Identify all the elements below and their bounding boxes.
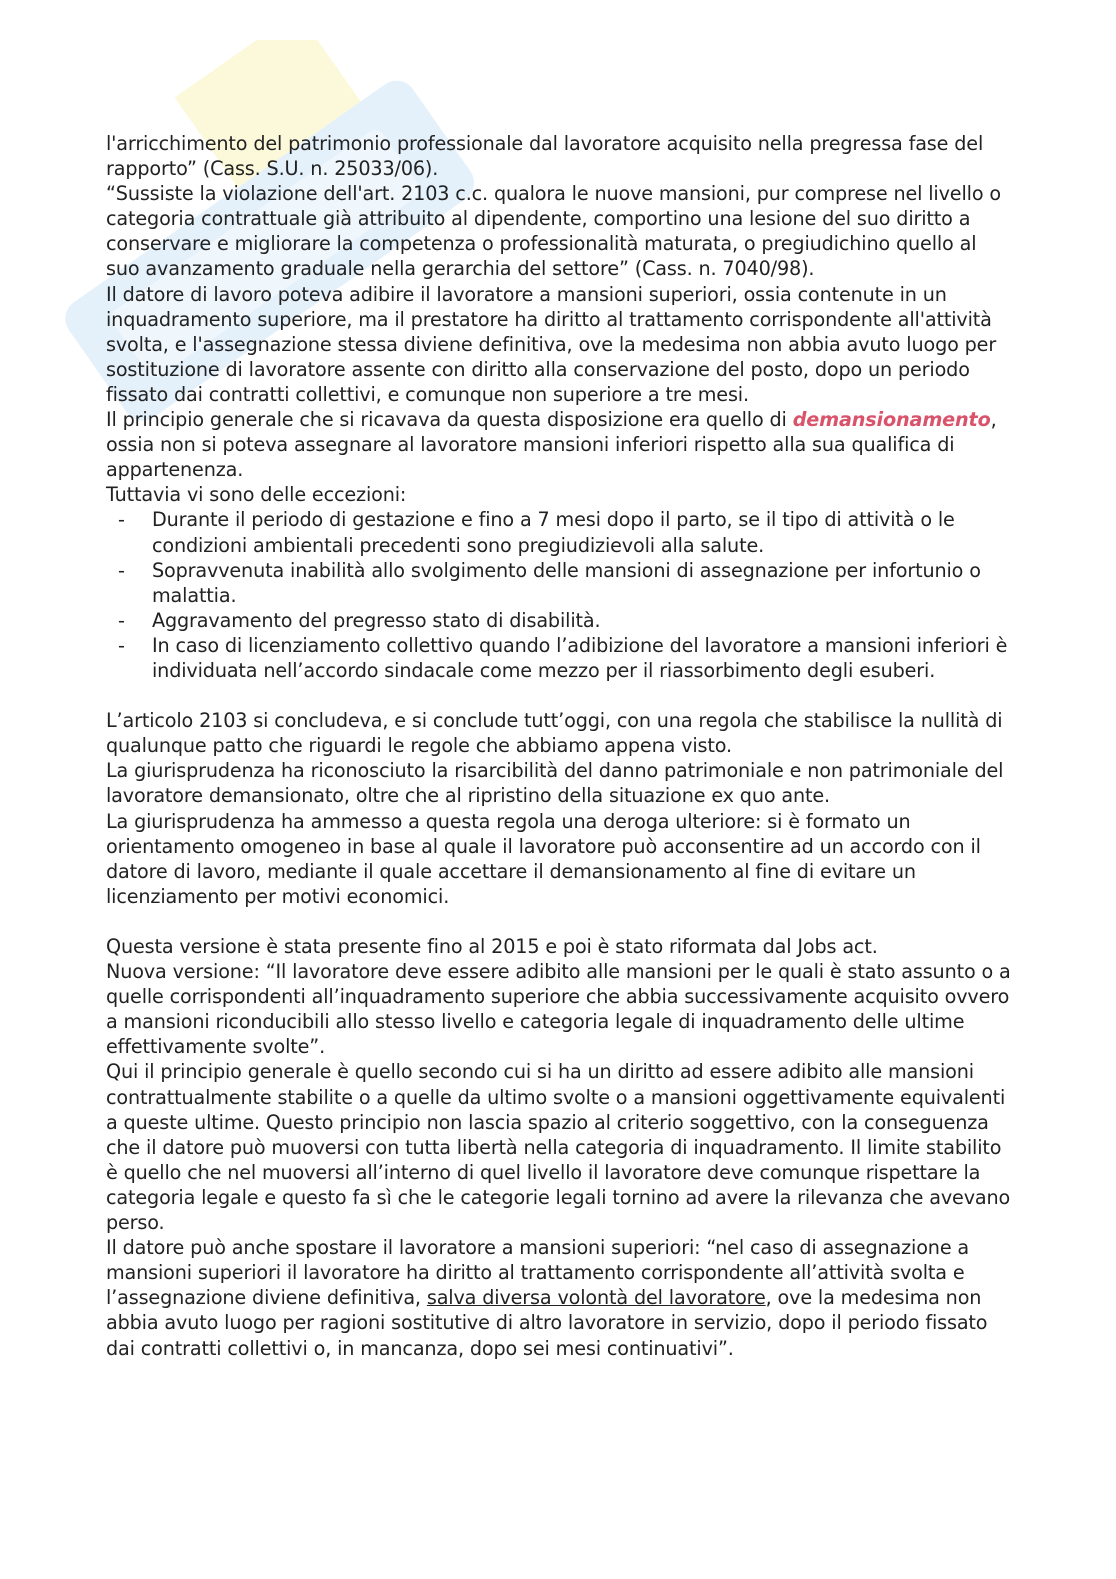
paragraph-text: , ove la medesima non abbia avuto luogo per ragioni sostitutive di altro lavoratore in servizio, dopo il periodo fissato dai contratti collettivi o, in mancanza, dopo sei mesi continuativi”. [106, 1286, 988, 1360]
paragraph: La giurisprudenza ha ammesso a questa regola una deroga ulteriore: si è formato un orientamento omogeneo in base al quale il lavoratore può acconsentire ad un accordo con il datore di lavoro, mediante il quale accettare il demansionamento al fine di evitare un licenziamento per motivi economici. [106, 809, 981, 908]
paragraph [106, 407, 1011, 482]
paragraph [106, 1235, 1011, 1360]
blank-line [106, 683, 1011, 708]
list-item: - Sopravvenuta inabilità allo svolgimento delle mansioni di assegnazione per infortunio o malattia. [106, 558, 1011, 608]
list-item: - Durante il periodo di gestazione e fino a 7 mesi dopo il parto, se il tipo di attività o le condizioni ambientali precedenti sono pregiudizievoli alla salute. [106, 507, 1011, 557]
paragraph-text: , ossia non si poteva assegnare al lavoratore mansioni inferiori rispetto alla sua qualifica di appartenenza. [106, 408, 997, 482]
paragraph: Tuttavia vi sono delle eccezioni: [106, 483, 407, 507]
paragraph: l'arricchimento del patrimonio professionale dal lavoratore acquisito nella pregressa fase del rapporto” (Cass. S.U. n. 25033/06). [106, 132, 984, 181]
paragraph: Nuova versione: “Il lavoratore deve essere adibito alle mansioni per le quali è stato assunto o a quelle corrispondenti all’inquadramento superiore che abbia successivamente acquisito ovvero a mansioni riconducibili allo stesso livello e categoria legale di inquadramento delle ultime effettivamente svolte”. [106, 960, 1011, 1059]
paragraph-text: Il datore può anche spostare il lavoratore a mansioni superiori: “nel caso di assegnazione a mansioni superiori il lavoratore ha diritto al trattamento corrispondente all’attività svolta e l’assegnazione diviene definitiva, [106, 1236, 970, 1310]
document-body [106, 131, 1011, 1361]
paragraph-text: Il principio generale che si ricavava da questa disposizione era quello di [106, 408, 793, 432]
blank-line [106, 909, 1011, 934]
exceptions-list [106, 507, 1011, 683]
paragraph: La giurisprudenza ha riconosciuto la risarcibilità del danno patrimoniale e non patrimoniale del lavoratore demansionato, oltre che al ripristino della situazione ex quo ante. [106, 759, 1004, 808]
list-item: - In caso di licenziamento collettivo quando l’adibizione del lavoratore a mansioni inferiori è individuata nell’accordo sindacale come mezzo per il riassorbimento degli esuberi. [106, 633, 1011, 683]
paragraph: L’articolo 2103 si concludeva, e si conclude tutt’oggi, con una regola che stabilisce la nullità di qualunque patto che riguardi le regole che abbiamo appena visto. [106, 709, 1003, 758]
paragraph: Qui il principio generale è quello secondo cui si ha un diritto ad essere adibito alle mansioni contrattualmente stabilite o a quelle da ultimo svolte o a mansioni oggettivamente equivalenti a queste ultime. Questo principio non lascia spazio al criterio soggettivo, con la conseguenza che il datore può muoversi con tutta libertà nella categoria di inquadramento. Il limite stabilito è quello che nel muoversi all’interno di quel livello il lavoratore deve comunque rispettare la categoria legale e questo fa sì che le categorie legali tornino ad avere la rilevanza che avevano perso. [106, 1060, 1011, 1235]
paragraph: Questa versione è stata presente fino al 2015 e poi è stato riformata dal Jobs act. [106, 935, 878, 958]
paragraph: “Sussiste la violazione dell'art. 2103 c.c. qualora le nuove mansioni, pur comprese nel livello o categoria contrattuale già attribuito al dipendente, comportino una lesione del suo diritto a conservare e migliorare la competenza o professionalità maturata, o pregiudichino quello al suo avanzamento graduale nella gerarchia del settore” (Cass. n. 7040/98). [106, 182, 1001, 281]
list-item: - Aggravamento del pregresso stato di disabilità. [106, 608, 1011, 633]
underlined-phrase: salva diversa volontà del lavoratore [426, 1286, 766, 1310]
highlighted-term: demansionamento [792, 408, 991, 432]
paragraph: Il datore di lavoro poteva adibire il lavoratore a mansioni superiori, ossia contenute in un inquadramento superiore, ma il prestatore ha diritto al trattamento corrispondente all'attività svolta, e l'assegnazione stessa diviene definitiva, ove la medesima non abbia avuto luogo per sostituzione di lavoratore assente con diritto alla conservazione del posto, dopo un periodo fissato dai contratti collettivi, e comunque non superiore a tre mesi. [106, 282, 997, 406]
